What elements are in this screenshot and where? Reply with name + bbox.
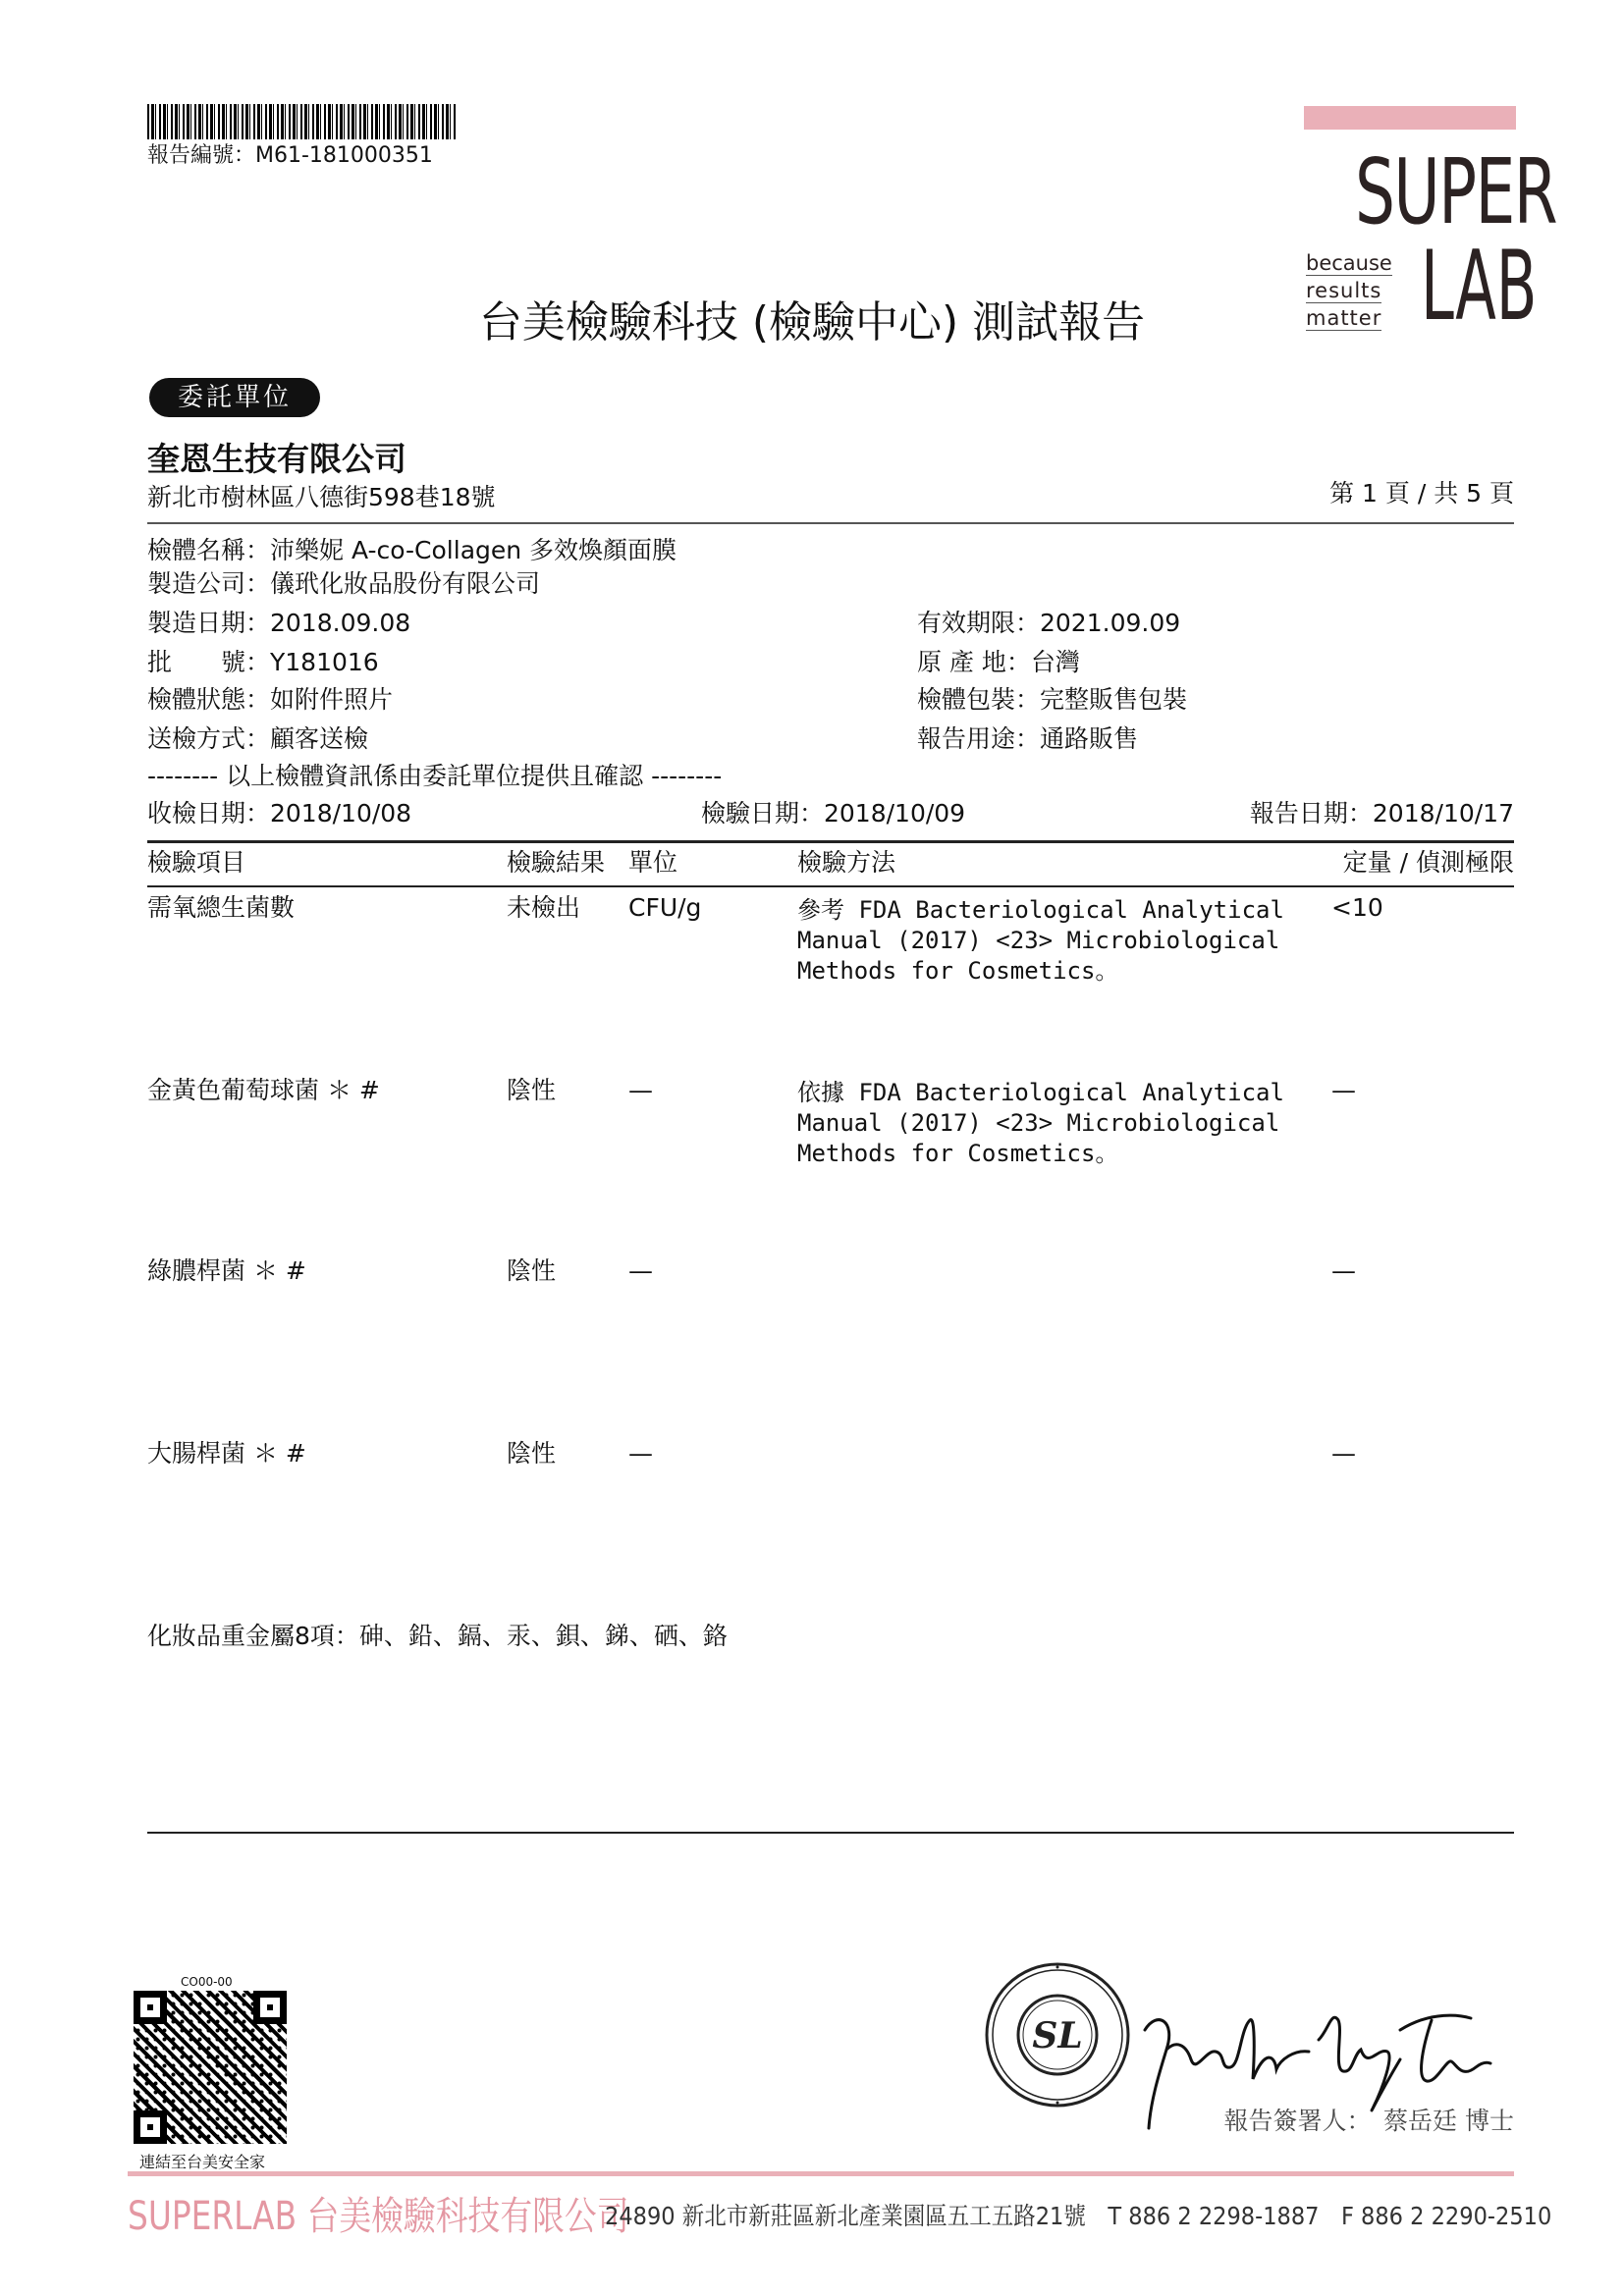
sample-delivery: 送檢方式：顧客送檢 [147,724,369,753]
page-indicator: 第 1 頁 / 共 5 頁 [1329,479,1514,507]
sample-expiry: 有效期限：2021.09.09 [917,609,1181,637]
row-unit: — [628,1076,653,1104]
sample-note: -------- 以上檢體資訊係由委託單位提供且確認 -------- [147,762,723,790]
table-top-rule [147,840,1514,843]
sample-maker: 製造公司：儀玳化妝品股份有限公司 [147,569,541,598]
header-unit: 單位 [628,848,678,877]
qr-finder [253,1991,287,2024]
row-result: 陰性 [507,1076,557,1104]
qr-code[interactable] [134,1991,287,2144]
header-method: 檢驗方法 [797,848,896,877]
client-address: 新北市樹林區八德街598巷18號 [147,483,496,511]
report-number: 報告編號：M61-181000351 [147,143,433,168]
table-bottom-rule [147,1832,1514,1834]
logo-lab: LAB [1421,231,1538,343]
heavy-metals-note: 化妝品重金屬8項：砷、鉛、鎘、汞、鋇、銻、硒、鉻 [147,1622,728,1650]
report-date: 報告日期：2018/10/17 [1249,799,1514,828]
qr-finder [134,1991,167,2024]
sample-mfg-date: 製造日期：2018.09.08 [147,609,411,637]
client-name: 奎恩生技有限公司 [147,440,406,478]
header-limit: 定量 / 偵測極限 [1342,848,1514,877]
row-limit: — [1331,1256,1356,1285]
sample-state: 檢體狀態：如附件照片 [147,685,394,714]
sample-package: 檢體包裝：完整販售包裝 [917,685,1188,714]
row-result: 陰性 [507,1439,557,1468]
row-unit: CFU/g [628,893,702,922]
qr-caption: 連結至台美安全家 [139,2153,266,2171]
row-method: 參考 FDA Bacteriological Analytical Manual (2017) <23> Microbiological Methods for Cosmetics。 [797,896,1284,985]
test-date: 檢驗日期：2018/10/09 [701,799,966,828]
row-unit: — [628,1439,653,1468]
row-item: 需氧總生菌數 [147,893,296,922]
sample-batch: 批 號：Y181016 [147,648,379,676]
header-result: 檢驗結果 [507,848,606,877]
footer-accent-bar [128,2171,1514,2176]
company-seal [984,1961,1131,2109]
received-date: 收檢日期：2018/10/08 [147,799,412,828]
row-unit: — [628,1256,653,1285]
barcode [147,104,456,139]
signer: 報告簽署人： 蔡岳廷 博士 [1223,2107,1514,2135]
row-method: 依據 FDA Bacteriological Analytical Manual (2017) <23> Microbiological Methods for Cosmetics。 [797,1079,1284,1167]
row-limit: <10 [1331,893,1383,922]
client-badge: 委託單位 [149,378,320,417]
row-item: 大腸桿菌 ＊ # [147,1439,306,1468]
sample-name: 檢體名稱：沛樂妮 A-co-Collagen 多效煥顏面膜 [147,536,677,564]
report-title: 台美檢驗科技 (檢驗中心) 測試報告 [478,297,1146,347]
row-result: 未檢出 [507,893,581,922]
row-item: 金黃色葡萄球菌 ＊ # [147,1076,380,1104]
row-limit: — [1331,1439,1356,1468]
logo-accent-bar [1304,106,1516,130]
table-header-rule [147,885,1514,887]
qr-code-id: CO00-00 [181,1975,233,1989]
qr-finder [134,2110,167,2144]
sample-origin: 原 產 地：台灣 [917,648,1080,676]
sample-purpose: 報告用途：通路販售 [917,724,1139,753]
logo-tagline-results: results [1306,279,1382,302]
header-item: 檢驗項目 [147,848,246,877]
seal-text: SL [1032,2015,1083,2056]
row-item: 綠膿桿菌 ＊ # [147,1256,306,1285]
footer-address: 24890 新北市新莊區新北產業園區五工五路21號 T 886 2 2298-1887 F 886 2 2290-2510 [605,2202,1552,2230]
logo-tagline-matter: matter [1306,306,1382,330]
logo-super: SUPER [1355,139,1557,244]
divider [147,522,1514,524]
logo-tagline-because: because [1306,251,1392,275]
row-limit: — [1331,1076,1356,1104]
footer-brand: SUPERLAB 台美檢驗科技有限公司 [128,2194,629,2239]
row-result: 陰性 [507,1256,557,1285]
